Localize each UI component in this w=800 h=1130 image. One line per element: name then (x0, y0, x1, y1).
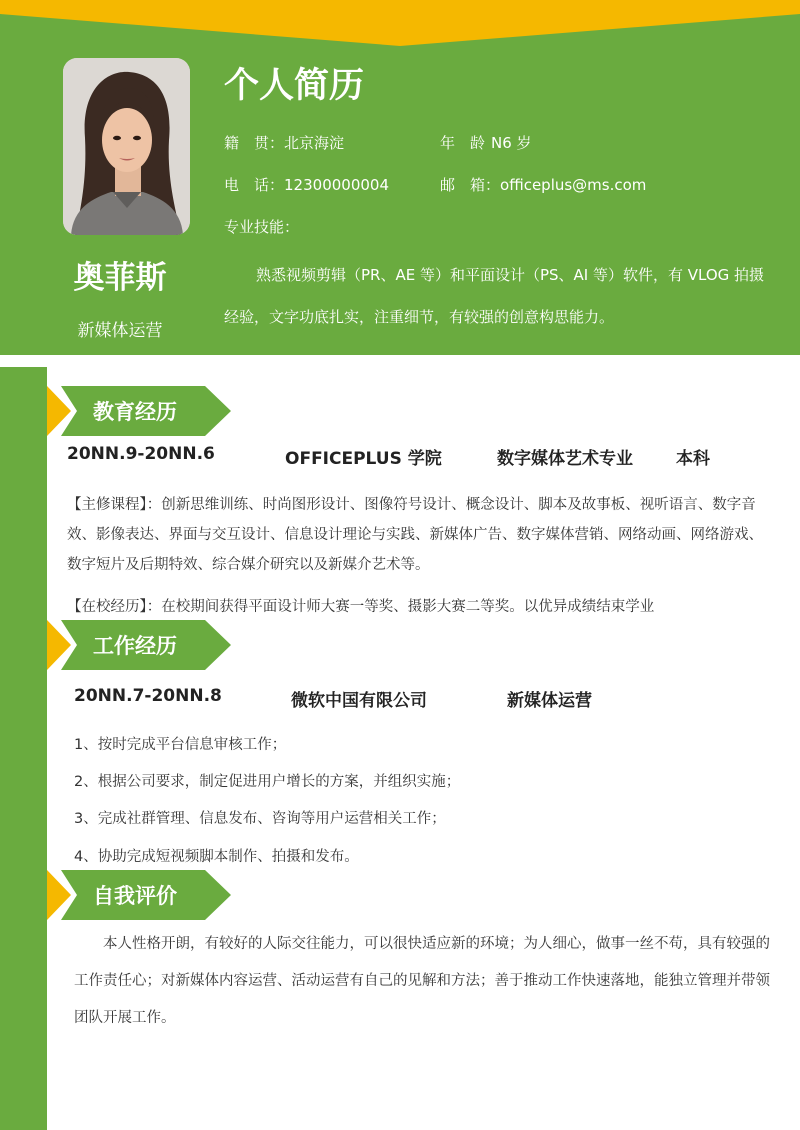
avatar-portrait-icon (63, 58, 190, 235)
phone-label: 电 话： (224, 176, 285, 194)
courses-label: 【主修课程】： (67, 497, 162, 513)
header-yellow-accent (0, 0, 800, 46)
hometown-value: 北京海淀 (284, 134, 345, 152)
courses-text: 创新思维训练、时尚图形设计、图像符号设计、概念设计、脚本及故事板、视听语言、数字音效、影像表达、界面与交互设计、信息设计理论与实践、新媒体广告、数字媒体营销、网络动画、网络游戏、数字短片及后期特效、综合媒介研究以及新媒介艺术等。 (67, 497, 763, 573)
work-duty-item: 2、根据公司要求，制定促进用户增长的方案，并组织实施； (74, 774, 461, 790)
candidate-job-title: 新媒体运营 (77, 321, 163, 341)
work-duty-item: 3、完成社群管理、信息发布、咨询等用户运营相关工作； (74, 811, 446, 827)
section-work-banner (47, 620, 237, 670)
candidate-name: 奥菲斯 (73, 260, 167, 296)
self-eval-text: 本人性格开朗，有较好的人际交往能力，可以很快适应新的环境；为人细心，做事一丝不苟，具有较强的工作责任心；对新媒体内容运营、活动运营有自己的见解和方法；善于推动工作快速落地，能独立管理并带领团队开展工作。 (74, 936, 770, 1026)
age-field (440, 132, 532, 153)
work-position: 新媒体运营 (507, 691, 592, 711)
phone-value: 12300000004 (284, 176, 389, 194)
email-field (440, 174, 646, 195)
hometown-field (224, 132, 344, 153)
age-value: N6 岁 (491, 134, 532, 152)
profile-photo (63, 58, 190, 235)
work-company: 微软中国有限公司 (291, 691, 427, 711)
campus-label: 【在校经历】： (67, 599, 162, 615)
section-education-heading: 教育经历 (93, 400, 177, 424)
campus-text: 在校期间获得平面设计师大赛一等奖、摄影大赛二等奖。以优异成绩结束学业 (161, 599, 655, 615)
email-label: 邮 箱： (440, 176, 501, 194)
section-self-eval-banner (47, 870, 237, 920)
skills-text: 熟悉视频剪辑（PR、AE 等）和平面设计（PS、AI 等）软件，有 VLOG 拍摄经验，文字功底扎实，注重细节，有较强的创意构思能力。 (224, 266, 765, 326)
section-work-heading: 工作经历 (93, 634, 177, 658)
education-school: OFFICEPLUS 学院 (285, 449, 442, 469)
education-period: 20NN.9-20NN.6 (67, 444, 215, 464)
email-value: officeplus@ms.com (500, 176, 647, 194)
education-major: 数字媒体艺术专业 (497, 449, 633, 469)
section-education-banner (47, 386, 237, 436)
work-duty-item: 1、按时完成平台信息审核工作； (74, 737, 287, 753)
work-duty-item: 4、协助完成短视频脚本制作、拍摄和发布。 (74, 849, 359, 865)
section-self-eval-heading: 自我评价 (93, 884, 177, 908)
age-label: 年 龄 (440, 134, 486, 152)
work-period: 20NN.7-20NN.8 (74, 686, 222, 706)
left-accent-bar (0, 367, 47, 1130)
hometown-label: 籍 贯： (224, 134, 285, 152)
education-courses (67, 490, 767, 580)
phone-field (224, 174, 389, 195)
education-campus (67, 592, 767, 622)
skills-label: 专业技能： (224, 218, 300, 236)
education-degree: 本科 (676, 449, 710, 469)
resume-title: 个人简历 (224, 66, 365, 106)
